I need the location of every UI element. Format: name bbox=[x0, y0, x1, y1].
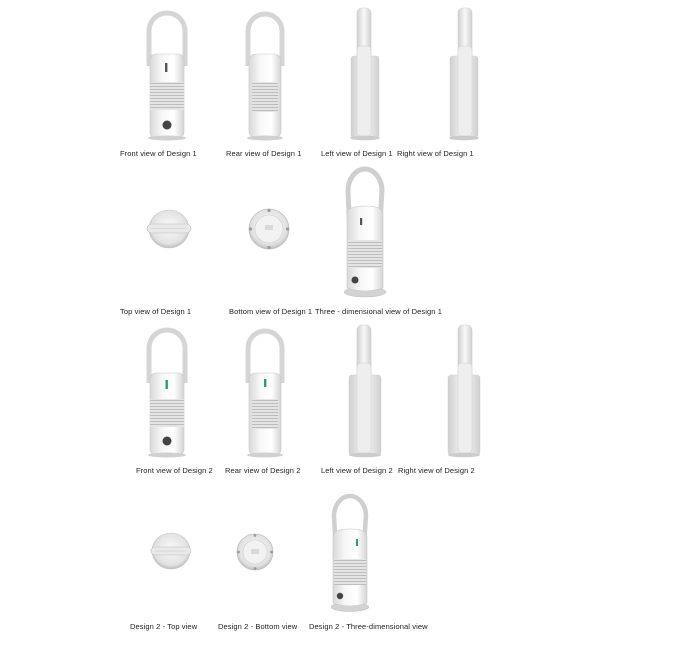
design1-front-drawing bbox=[142, 6, 192, 142]
design1-left-drawing bbox=[343, 6, 387, 142]
caption-design2-bottom: Design 2 - Bottom view bbox=[218, 622, 298, 631]
caption-design2-rear: Rear view of Design 2 bbox=[225, 466, 301, 475]
design1-rear-drawing bbox=[240, 6, 290, 142]
caption-design2-front: Front view of Design 2 bbox=[136, 466, 213, 475]
caption-design2-top: Design 2 - Top view bbox=[130, 622, 198, 631]
design1-bottom-drawing bbox=[246, 205, 292, 253]
design2-iso-drawing bbox=[326, 489, 374, 615]
design1-iso-drawing bbox=[338, 162, 392, 300]
caption-design1-bottom: Bottom view of Design 1 bbox=[229, 307, 313, 316]
design2-left-drawing bbox=[343, 323, 387, 459]
design1-right-drawing bbox=[442, 6, 486, 142]
caption-design1-iso: Three - dimensional view of Design 1 bbox=[315, 307, 442, 316]
design2-top-drawing bbox=[148, 529, 194, 573]
caption-design2-right: Right view of Design 2 bbox=[398, 466, 475, 475]
design2-front-drawing bbox=[142, 323, 192, 459]
caption-design2-iso: Design 2 - Three-dimensional view bbox=[309, 622, 428, 631]
design2-right-drawing bbox=[442, 323, 486, 459]
design2-rear-drawing bbox=[240, 323, 290, 459]
design1-top-drawing bbox=[145, 206, 193, 252]
caption-design1-top: Top view of Design 1 bbox=[120, 307, 192, 316]
design2-bottom-drawing bbox=[234, 531, 276, 573]
caption-design1-front: Front view of Design 1 bbox=[120, 149, 197, 158]
caption-design1-rear: Rear view of Design 1 bbox=[226, 149, 302, 158]
caption-design1-right: Right view of Design 1 bbox=[397, 149, 474, 158]
caption-design1-left: Left view of Design 1 bbox=[321, 149, 393, 158]
caption-design2-left: Left view of Design 2 bbox=[321, 466, 393, 475]
